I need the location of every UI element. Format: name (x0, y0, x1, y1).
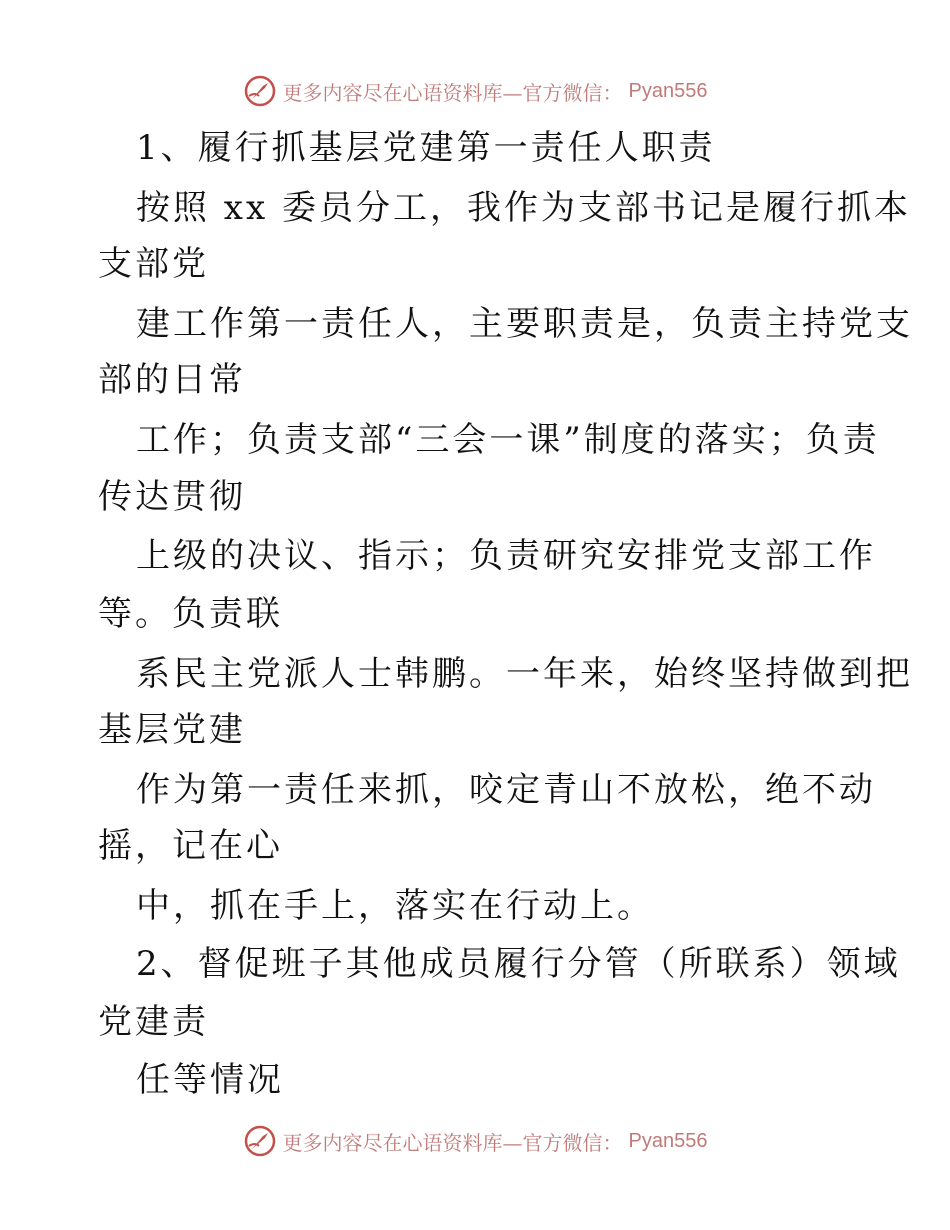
paragraph-line: 作为第一责任来抓，咬定青山不放松，绝不动 (136, 770, 876, 810)
paragraph-line: 建工作第一责任人，主要职责是，负责主持党支 (136, 304, 913, 344)
watermark-text: 更多内容尽在心语资料库—官方微信： (282, 80, 623, 105)
paragraph-line: 按照 xx 委员分工，我作为支部书记是履行抓本 (136, 188, 911, 228)
paragraph-line: 任等情况 (136, 1060, 284, 1100)
paragraph-line: 基层党建 (98, 710, 246, 750)
watermark-text: 更多内容尽在心语资料库—官方微信： (282, 1130, 623, 1155)
paragraph-line: 摇，记在心 (98, 826, 283, 866)
footer-watermark (0, 1124, 950, 1158)
paragraph-line: 支部党 (98, 244, 209, 284)
paragraph-line: 系民主党派人士韩鹏。一年来，始终坚持做到把 (136, 654, 913, 694)
paragraph-line: 工作；负责支部“三会一课”制度的落实；负责 (136, 420, 880, 460)
paragraph-line: 党建责 (98, 1002, 209, 1042)
heading-2: 2、督促班子其他成员履行分管（所联系）领域 (136, 944, 901, 984)
paragraph-line: 上级的决议、指示；负责研究安排党支部工作 (136, 536, 876, 576)
watermark-wechat-id: Pyan556 (628, 1129, 708, 1152)
pen-nib-logo-icon (243, 1124, 277, 1158)
paragraph-line: 等。负责联 (98, 594, 283, 634)
watermark-wechat-id: Pyan556 (628, 79, 708, 102)
heading-1: 1、履行抓基层党建第一责任人职责 (136, 128, 716, 168)
paragraph-line: 传达贯彻 (98, 477, 246, 517)
paragraph-line: 中，抓在手上，落实在行动上。 (136, 886, 654, 926)
paragraph-line: 部的日常 (98, 360, 246, 400)
